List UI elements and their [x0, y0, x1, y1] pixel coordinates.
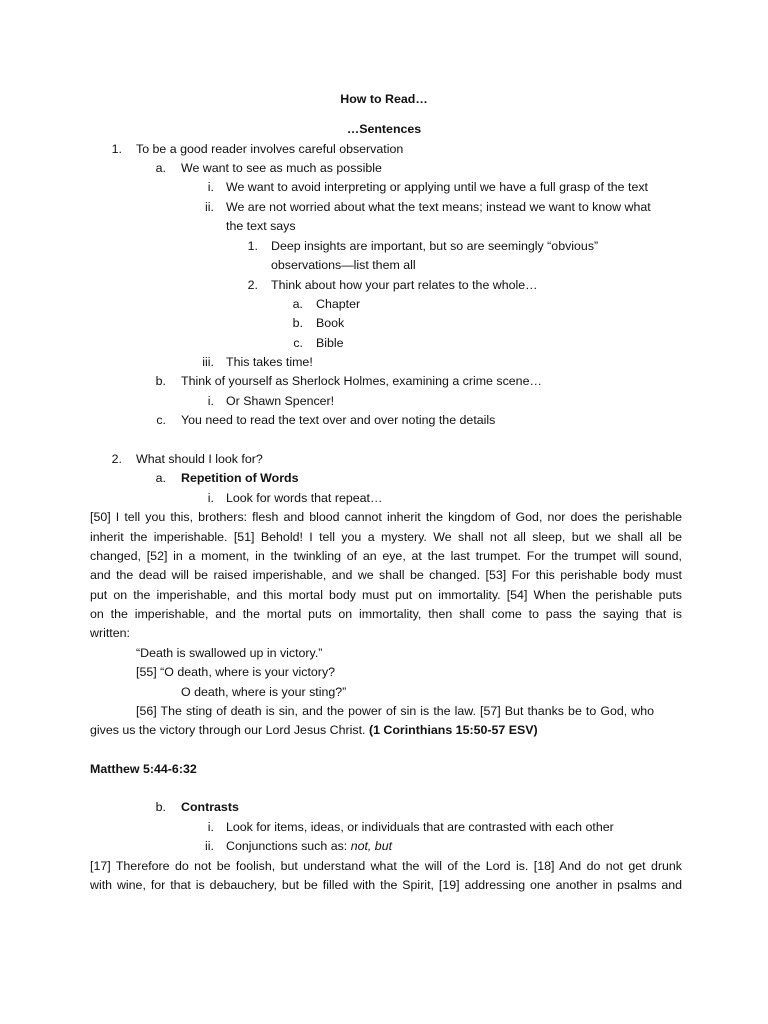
- list-item-text: observations—list them all: [271, 258, 416, 272]
- scripture-line: [50] I tell you this, brothers: flesh and blood cannot inherit the kingdom of God, nor does the perishable: [90, 510, 682, 524]
- list-item-text: Look for words that repeat…: [226, 491, 383, 505]
- list-marker: a.: [155, 161, 166, 175]
- list-item-text: Or Shawn Spencer!: [226, 394, 335, 408]
- scripture-line: [17] Therefore do not be foolish, but understand what the will of the Lord is. [18] And do not get drunk: [90, 859, 682, 873]
- list-item-text: Book: [316, 316, 345, 330]
- scripture-line: [56] The sting of death is sin, and the power of sin is the law. [57] But thanks be to God, who: [136, 704, 654, 718]
- scripture-line: put on the imperishable, and this mortal body must put on immortality. [54] When the perishable puts: [90, 588, 682, 602]
- list-marker: b.: [155, 800, 166, 814]
- scripture-line: changed, [52] in a moment, in the twinkling of an eye, at the last trumpet. For the trumpet will sound,: [90, 549, 682, 563]
- list-marker: 1.: [247, 239, 258, 253]
- scripture-quote: O death, where is your sting?”: [181, 685, 347, 699]
- list-item-text: Repetition of Words: [181, 471, 299, 485]
- list-marker: c.: [293, 336, 303, 350]
- scripture-line: with wine, for that is debauchery, but be filled with the Spirit, [19] addressing one another in psalms and: [90, 878, 682, 892]
- section-heading: …Sentences: [346, 122, 422, 136]
- list-marker: b.: [155, 374, 166, 388]
- scripture-quote: [55] “O death, where is your victory?: [136, 665, 336, 679]
- list-item-text: We want to avoid interpreting or applying until we have a full grasp of the text: [226, 180, 648, 194]
- list-item-text: Look for items, ideas, or individuals that are contrasted with each other: [226, 820, 614, 834]
- scripture-line: and the dead will be raised imperishable, and we shall be changed. [53] For this perishable body must: [90, 568, 682, 582]
- list-item-text: Think of yourself as Sherlock Holmes, examining a crime scene…: [181, 374, 542, 388]
- list-marker: a.: [155, 471, 166, 485]
- list-item-text: This takes time!: [226, 355, 313, 369]
- list-marker: iii.: [202, 355, 214, 369]
- list-item-text: the text says: [226, 219, 296, 233]
- emphasis-text: not, but: [350, 839, 393, 853]
- list-item-text: You need to read the text over and over noting the details: [181, 413, 496, 427]
- scripture-quote: “Death is swallowed up in victory.”: [136, 646, 323, 660]
- scripture-line: on the imperishable, and the mortal puts on immortality, then shall come to pass the saying that is: [90, 607, 682, 621]
- list-item-text: Chapter: [316, 297, 361, 311]
- list-marker: ii.: [205, 839, 214, 853]
- list-marker: ii.: [205, 200, 214, 214]
- passage-heading: Matthew 5:44-6:32: [90, 762, 197, 776]
- list-item-text: We are not worried about what the text means; instead we want to know what: [226, 200, 651, 214]
- scripture-line: inherit the imperishable. [51] Behold! I tell you a mystery. We shall not all sleep, but we shall all be: [90, 530, 682, 544]
- list-item-text: Deep insights are important, but so are seemingly “obvious”: [271, 239, 599, 253]
- scripture-line: written:: [90, 626, 130, 640]
- list-item-label: Conjunctions such as:: [226, 839, 348, 853]
- list-marker: i.: [207, 394, 214, 408]
- list-marker: 2.: [111, 452, 122, 466]
- list-item-text: Contrasts: [181, 800, 239, 814]
- list-marker: 1.: [111, 142, 122, 156]
- list-marker: 2.: [247, 278, 258, 292]
- scripture-line: [90, 721, 538, 740]
- list-item-text: Bible: [316, 336, 344, 350]
- list-marker: b.: [292, 316, 303, 330]
- scripture-text: gives us the victory through our Lord Jesus Christ.: [90, 723, 366, 737]
- list-marker: c.: [156, 413, 166, 427]
- list-marker: a.: [292, 297, 303, 311]
- list-item-text: To be a good reader involves careful observation: [136, 142, 404, 156]
- list-marker: i.: [207, 491, 214, 505]
- list-item-text: What should I look for?: [136, 452, 263, 466]
- list-marker: i.: [207, 180, 214, 194]
- list-marker: i.: [207, 820, 214, 834]
- page-title: How to Read…: [340, 92, 428, 106]
- list-item-text: [226, 837, 392, 856]
- scripture-reference: (1 Corinthians 15:50-57 ESV): [368, 723, 538, 737]
- list-item-text: Think about how your part relates to the whole…: [271, 278, 538, 292]
- list-item-text: We want to see as much as possible: [181, 161, 382, 175]
